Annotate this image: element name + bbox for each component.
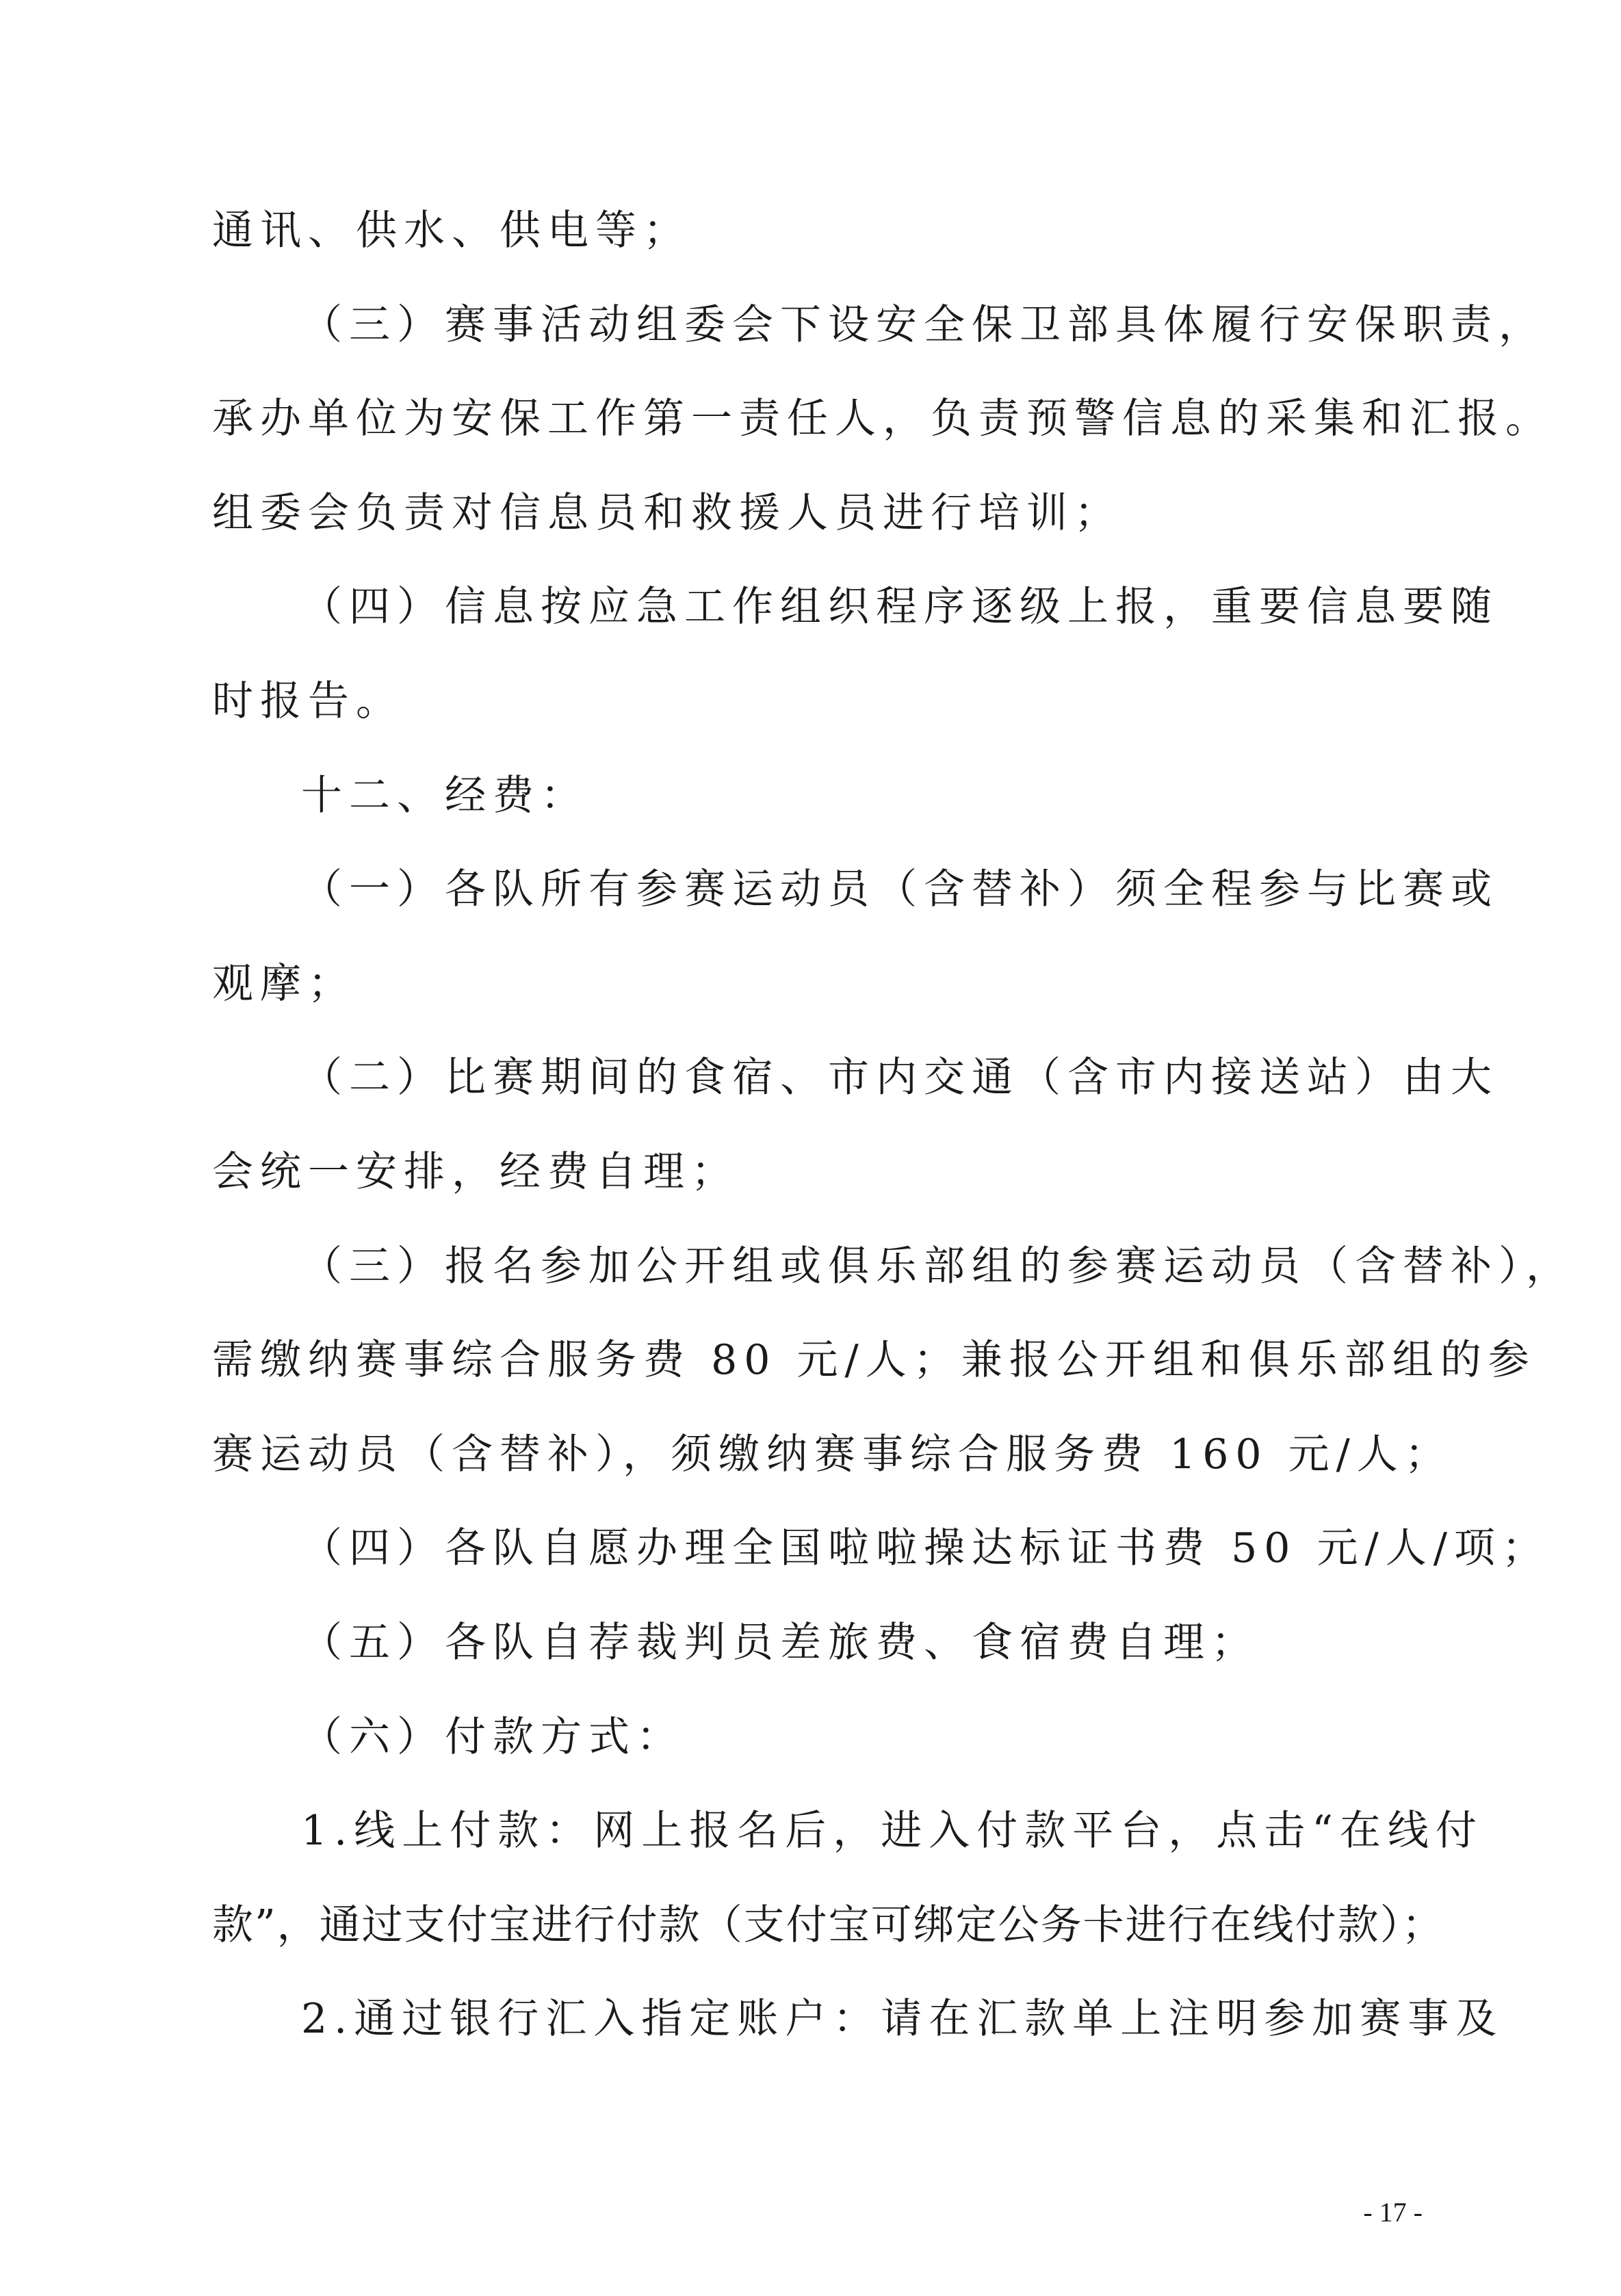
- text-line: 承办单位为安保工作第一责任人，负责预警信息的采集和汇报。: [212, 395, 1553, 443]
- text-line: 赛运动员（含替补），须缴纳赛事综合服务费 160 元/人；: [212, 1431, 1453, 1478]
- page-number: - 17 -: [1363, 2197, 1423, 2228]
- text-line: 2.通过银行汇入指定账户：请在汇款单上注明参加赛事及: [301, 1995, 1504, 2043]
- text-line: 款”，通过支付宝进行付款（支付宝可绑定公务卡进行在线付款）；: [212, 1901, 1444, 1949]
- text-line: 时报告。: [212, 677, 404, 725]
- text-line: （六）付款方式：: [301, 1713, 684, 1761]
- section-heading: 十二、经费：: [301, 772, 588, 820]
- text-line: （四）各队自愿办理全国啦啦操达标证书费 50 元/人/项；: [301, 1524, 1550, 1572]
- text-line: 通讯、供水、供电等；: [212, 207, 691, 255]
- text-line: 组委会负责对信息员和救援人员进行培训；: [212, 489, 1122, 537]
- text-line: （二）比赛期间的食宿、市内交通（含市内接送站）由大: [301, 1054, 1499, 1101]
- text-line: （一）各队所有参赛运动员（含替补）须全程参与比赛或: [301, 865, 1499, 913]
- text-line: 会统一安排，经费自理；: [212, 1148, 739, 1196]
- text-line: （三）报名参加公开组或俱乐部组的参赛运动员（含替补），: [301, 1242, 1574, 1290]
- text-line: （五）各队自荐裁判员差旅费、食宿费自理；: [301, 1619, 1259, 1667]
- text-line: 观摩；: [212, 960, 356, 1008]
- text-line: （三）赛事活动组委会下设安全保卫部具体履行安保职责，: [301, 301, 1546, 349]
- text-line: 1.线上付款：网上报名后，进入付款平台，点击“在线付: [301, 1807, 1483, 1855]
- text-line: 需缴纳赛事综合服务费 80 元/人；兼报公开组和俱乐部组的参: [212, 1336, 1536, 1384]
- text-line: （四）信息按应急工作组织程序逐级上报，重要信息要随: [301, 583, 1499, 631]
